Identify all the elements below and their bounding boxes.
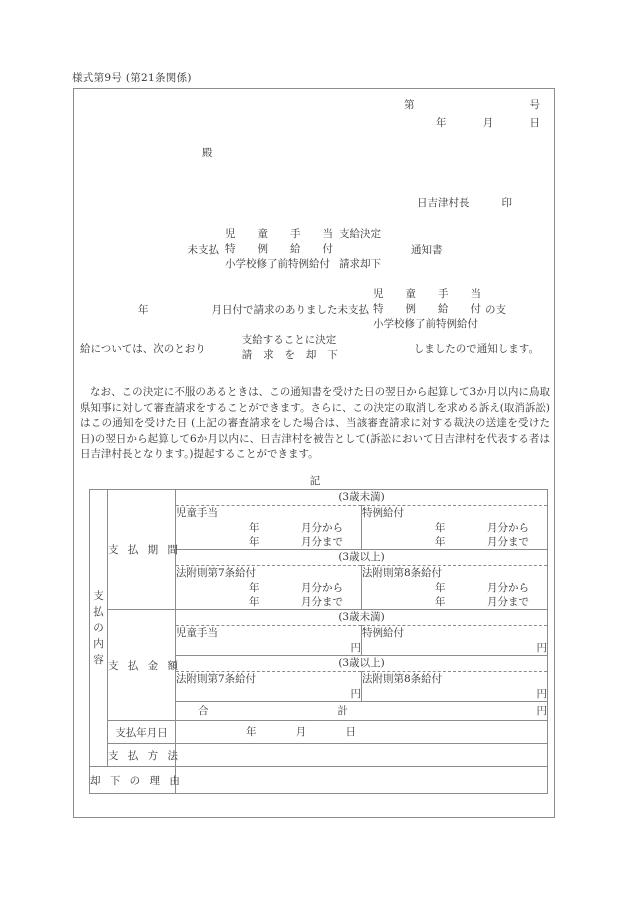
benefit-name: 法附則第8条給付 xyxy=(362,567,443,579)
claim-date-phrase: 日付で請求のありました未支払 xyxy=(222,304,369,316)
period-to xyxy=(362,535,547,549)
benefit-name: 法附則第7条給付 xyxy=(176,567,257,579)
title-decision-options xyxy=(339,227,381,272)
seal-mark: 印 xyxy=(501,197,512,209)
payment-date-value xyxy=(176,721,548,744)
claim-date-month: 月 xyxy=(211,304,222,316)
amount-over3-band: (3歳以上) xyxy=(176,656,548,672)
period-from-year: 年 xyxy=(435,522,446,534)
period-to xyxy=(362,595,547,609)
statement-decision-approve: 支給することに決定 xyxy=(241,334,337,346)
title-benefit-char: 例 xyxy=(257,243,268,255)
statement-decision-char: を xyxy=(284,349,296,361)
row-label-payment-period: 支 払 期 間 xyxy=(108,490,176,610)
statement-benefit-char: 例 xyxy=(405,303,416,315)
title-benefit-char: 当 xyxy=(322,228,333,240)
vertical-label-payment-content xyxy=(90,490,108,767)
statement-benefit-char: 当 xyxy=(470,288,481,300)
statement-benefit-char: 特 xyxy=(373,303,384,315)
issue-date-month: 月 xyxy=(482,117,494,129)
amount-over3-article7 xyxy=(176,672,362,702)
form-number: 様式第9号 (第21条関係) xyxy=(72,72,192,84)
vertical-label-char: 容 xyxy=(93,654,104,666)
period-from-month: 月分から xyxy=(301,582,343,594)
period-from-year: 年 xyxy=(249,582,260,594)
title-prefix: 未支払 xyxy=(187,244,219,256)
amount-yen-unit: 円 xyxy=(536,642,547,654)
statement-benefit-char: 付 xyxy=(470,303,481,315)
total-yen-unit: 円 xyxy=(536,705,547,717)
period-under3-special-benefit xyxy=(362,506,548,550)
period-over3-article8 xyxy=(362,566,548,610)
amount-under3-special-benefit xyxy=(362,626,548,656)
row-label-payment-method: 支 払 方 法 xyxy=(108,744,176,767)
statement-decision-char: 却 xyxy=(305,349,317,361)
statement-decision-options xyxy=(242,333,362,363)
title-benefit-options xyxy=(225,227,333,272)
period-to-month: 月分まで xyxy=(487,596,529,608)
document-title xyxy=(74,227,556,272)
issue-date-day: 日 xyxy=(529,117,540,129)
amount-yen-unit: 円 xyxy=(350,688,361,700)
statement-decision-char: 下 xyxy=(327,349,338,361)
payment-date-year: 年 xyxy=(246,726,257,738)
amount-under3-child-allowance xyxy=(176,626,362,656)
statement-decision-char: 求 xyxy=(263,349,274,361)
vertical-label-char: 払 xyxy=(93,606,104,618)
statement-block xyxy=(74,287,556,363)
amount-yen-unit: 円 xyxy=(350,642,361,654)
period-under3-band: (3歳未満) xyxy=(176,490,548,506)
amount-yen-unit: 円 xyxy=(536,688,547,700)
title-decision-blank xyxy=(339,242,381,257)
title-benefit-option-2 xyxy=(225,242,333,257)
period-from-month: 月分から xyxy=(301,522,343,534)
statement-decision-reject xyxy=(242,348,338,363)
period-to-month: 月分まで xyxy=(487,536,529,548)
title-benefit-char: 付 xyxy=(322,243,333,255)
document-number-prefix: 第 xyxy=(404,99,415,111)
document-number-row xyxy=(404,97,540,112)
period-to-month: 月分まで xyxy=(301,596,343,608)
title-benefit-option-1 xyxy=(225,227,333,242)
issue-date-row xyxy=(436,115,540,130)
document-number-suffix: 号 xyxy=(529,99,540,111)
statement-trail: しましたので通知します。 xyxy=(413,342,539,355)
period-to xyxy=(176,595,361,609)
statement-benefit-char: 給 xyxy=(438,303,449,315)
payment-details-table xyxy=(89,489,548,794)
benefit-name: 法附則第8条給付 xyxy=(362,673,443,685)
rejection-reason-value xyxy=(176,767,548,794)
table-row xyxy=(90,490,548,506)
statement-decision-char: 請 xyxy=(241,349,253,361)
amount-over3-article8 xyxy=(362,672,548,702)
benefit-name: 特例給付 xyxy=(362,507,404,519)
benefit-name: 児童手当 xyxy=(176,507,218,519)
statement-benefit-option-2 xyxy=(373,302,481,317)
issuer-name: 日吉津村長 xyxy=(417,197,470,209)
vertical-label-char: 内 xyxy=(93,638,104,650)
issuer-block xyxy=(417,195,512,210)
statement-tail: の支 xyxy=(485,304,506,316)
row-label-payment-amount: 支 払 金 額 xyxy=(108,610,176,721)
period-from-year: 年 xyxy=(435,582,446,594)
period-to-year: 年 xyxy=(435,536,446,548)
amount-total-row xyxy=(176,702,548,721)
table-row xyxy=(90,767,548,794)
period-from xyxy=(362,581,547,595)
table-row xyxy=(90,744,548,767)
amount-under3-band: (3歳未満) xyxy=(176,610,548,626)
period-from-month: 月分から xyxy=(487,582,529,594)
statement-benefit-char: 童 xyxy=(405,288,416,300)
period-to-month: 月分まで xyxy=(301,536,343,548)
table-row xyxy=(90,610,548,626)
claim-date-year: 年 xyxy=(138,304,149,316)
vertical-label-char: の xyxy=(93,622,104,634)
title-benefit-char: 手 xyxy=(290,228,301,240)
appeal-paragraph: なお、この決定に不服のあるときは、この通知書を受けた日の翌日から起算して3か月以内に鳥取県知事に対して審査請求をすることができます。さらに、この決定の取消しを求める訴え(取消訴訟)はこの通知を受けた日 (上記の審査請求をした場合は、当該審査請求に対する裁決の送達を受けた日)の翌日から起算して6か月以内に、日吉津村を被告として(訴訟において日吉津村を代表する者は日吉津村長となります。)提起することができます。 xyxy=(80,386,550,460)
title-benefit-option-3: 小学校修了前特例給付 xyxy=(225,258,330,270)
title-suffix: 通知書 xyxy=(411,244,443,256)
table-row xyxy=(90,721,548,744)
total-label-left: 合 xyxy=(198,705,209,717)
payment-details-table-wrapper xyxy=(89,489,547,794)
title-decision-approve: 支給決定 xyxy=(339,228,381,240)
ki-mark: 記 xyxy=(309,475,321,487)
document-frame xyxy=(73,88,555,818)
period-to-year: 年 xyxy=(435,596,446,608)
title-benefit-char: 児 xyxy=(225,228,236,240)
payment-date-day: 日 xyxy=(345,726,356,738)
issue-date-year: 年 xyxy=(436,117,447,129)
period-over3-band: (3歳以上) xyxy=(176,550,548,566)
benefit-name: 特例給付 xyxy=(362,627,404,639)
statement-line-2 xyxy=(74,333,556,363)
period-from xyxy=(176,521,361,535)
payment-date-month: 月 xyxy=(295,726,307,738)
period-to-year: 年 xyxy=(249,536,260,548)
addressee-honorific: 殿 xyxy=(202,147,213,159)
period-from-month: 月分から xyxy=(487,522,529,534)
title-benefit-char: 童 xyxy=(257,228,268,240)
period-over3-article7 xyxy=(176,566,362,610)
title-benefit-char: 特 xyxy=(225,243,236,255)
statement-benefit-char: 手 xyxy=(438,288,449,300)
row-label-payment-date: 支払年月日 xyxy=(108,721,176,744)
total-label-right: 計 xyxy=(337,705,348,717)
statement-benefit-options xyxy=(373,287,481,332)
benefit-name: 児童手当 xyxy=(176,627,218,639)
period-from-year: 年 xyxy=(249,522,260,534)
row-label-rejection-reason: 却 下 の 理 由 xyxy=(90,767,176,794)
period-to xyxy=(176,535,361,549)
statement-line-1 xyxy=(74,287,556,332)
claim-date-fields xyxy=(138,302,222,317)
benefit-name: 法附則第7条給付 xyxy=(176,673,257,685)
period-under3-child-allowance xyxy=(176,506,362,550)
period-to-year: 年 xyxy=(249,596,260,608)
period-from xyxy=(362,521,547,535)
statement-lead: 給については、次のとおり xyxy=(80,342,206,355)
period-from xyxy=(176,581,361,595)
payment-method-value xyxy=(176,744,548,767)
appeal-instructions xyxy=(80,385,550,463)
statement-benefit-char: 児 xyxy=(373,288,384,300)
statement-benefit-option-3: 小学校修了前特例給付 xyxy=(373,318,478,330)
vertical-label-char: 支 xyxy=(93,590,104,602)
title-benefit-char: 給 xyxy=(290,243,301,255)
title-decision-reject: 請求却下 xyxy=(339,258,381,270)
statement-benefit-option-1 xyxy=(373,287,481,302)
